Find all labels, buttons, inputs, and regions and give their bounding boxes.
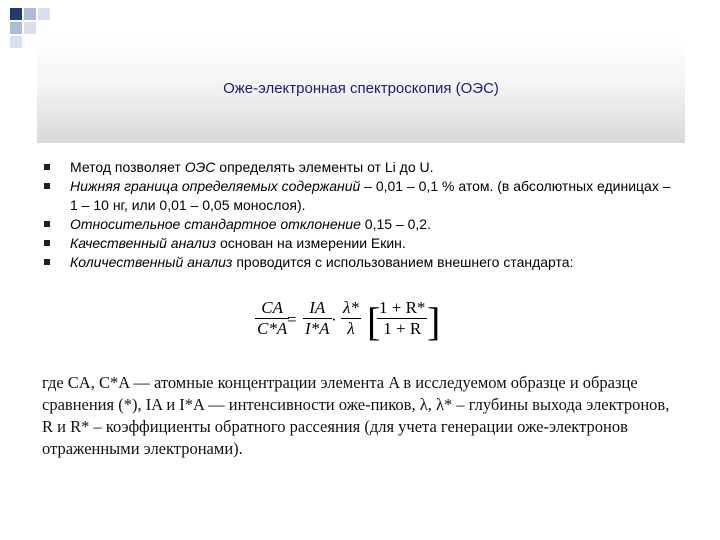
bullet-run: проводится с использованием внешнего стандарта: [232,254,574,270]
formula-fraction-intensity [303,298,332,339]
bullet-run: 0,15 – 0,2. [360,216,431,232]
bullet-square-icon [44,240,50,246]
formula-right-bracket: ] [427,299,441,344]
bullet-list [42,158,682,272]
bullet-run: – 0,01 – 0,1 % атом. (в абсолютных единицах – 1 – 10 нг, или 0,01 – 0,05 монослоя). [70,178,671,213]
bullet-run: определять элементы от Li до U. [215,159,434,175]
bullet-italic-run: Нижняя граница определяемых содержаний [70,178,361,194]
corner-square-light [10,22,22,34]
corner-square-light [24,8,36,20]
bullet-item [42,215,682,234]
formula-numerator: CA [255,298,289,319]
formula-explanation: где CA, C*A — атомные концентрации элемента A в исследуемом образце и образце сравнения (*), IA и I*A — интенсивности оже-пиков, λ, λ* – глубины выхода электронов, R и R* – коэффициенты обратного рассеяния (для учета генерации оже-электронов отраженными электронами). [42,373,670,458]
formula-equals-sign: = [287,310,297,329]
bullet-italic-run: Относительное стандартное отклонение [70,216,361,232]
corner-square-pale [10,36,22,48]
bullet-text [70,178,671,213]
bullet-item [42,253,682,272]
bullet-square-icon [44,183,50,189]
formula-denominator: 1 + R [383,319,422,338]
bullet-text [70,216,431,232]
formula-numerator: λ* [343,298,359,317]
bullet-text [70,254,573,270]
formula-numerator: 1 + R* [379,298,426,317]
bullet-run: основан на измерении Eкин. [216,235,406,251]
bullet-item [42,158,682,177]
bullet-italic-run: ОЭС [184,159,216,175]
bullet-run: Метод позволяет [70,159,185,175]
corner-square-dark [10,8,22,20]
formula-denominator: C*A [257,319,288,338]
bullet-square-icon [44,164,50,170]
formula-dot: · [331,310,337,329]
formula-fraction-backscatter [377,298,427,339]
bullet-square-icon [44,221,50,227]
quantification-formula [255,296,445,356]
slide-title: Оже-электронная спектроскопия (ОЭС) [223,80,499,97]
formula-denominator: λ [347,319,355,338]
bullet-italic-run: Количественный анализ [70,254,233,270]
formula-numerator: IA [303,298,332,319]
corner-square-pale [38,8,50,20]
formula-fraction-depth [341,298,361,339]
formula-left-bracket: [ [367,299,381,344]
bullet-italic-run: Качественный анализ [70,235,217,251]
bullet-item [42,177,682,215]
bullet-square-icon [44,259,50,265]
formula-fraction-concentration [255,298,289,339]
formula-denominator: I*A [305,319,330,338]
corner-square-pale [24,22,36,34]
bullet-text [70,235,406,251]
bullet-item [42,234,682,253]
bullet-text [70,159,434,175]
